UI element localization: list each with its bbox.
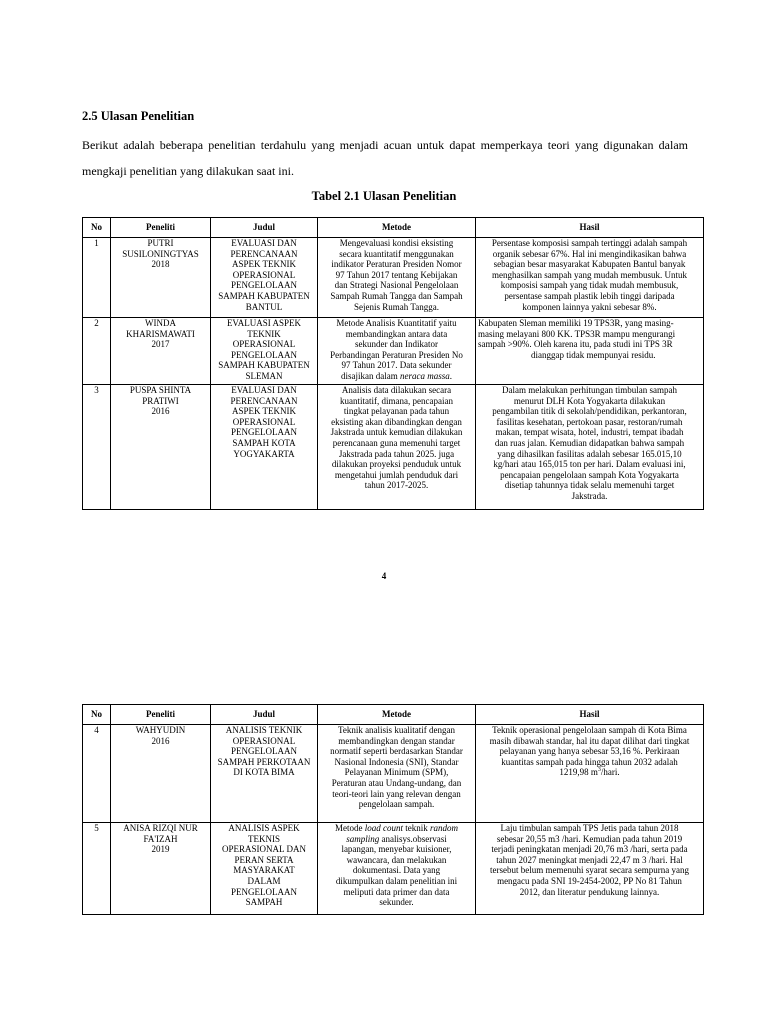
table-row: [83, 238, 704, 318]
row-metode: Analisis data dilakukan secara kuantitatif, dimana, pencapaian tingkat pelayanan pada tahun eksisting akan dibandingkan dengan Jakstrada untuk kemudian dilakukan perencanaan guna memenuhi target Jakstrada pada tahun 2025. juga dilakukan proyeksi penduduk untuk mengetahui jumlah penduduk dari tahun 2017-2025.: [318, 385, 476, 510]
row-hasil: Persentase komposisi sampah tertinggi adalah sampah organik sebesar 67%. Hal ini mengindikasikan bahwa sebagian besar masyarakat Kabupaten Bantul banyak menghasilkan sampah yang mudah membusuk. Untuk komposisi sampah yang tidak mudah membusuk, persentase sampah plastik lebih tinggi daripada komponen lainnya yakni sebesar 8%.: [476, 238, 704, 318]
row-judul: EVALUASI DAN PERENCANAAN ASPEK TEKNIK OPERASIONAL PENGELOLAAN SAMPAH KABUPATEN BANTUL: [211, 238, 318, 318]
row-metode: Metode Analisis Kuantitatif yaitu membandingkan antara data sekunder dan Indikator Perbandingan Peraturan Presiden No 97 Tahun 2017. Data sekunder disajikan dalam neraca massa.: [318, 318, 476, 385]
col-header-no: No: [83, 218, 111, 238]
row-peneliti: WINDA KHARISMAWATI 2017: [111, 318, 211, 385]
research-review-table-part-1: [82, 217, 704, 510]
row-hasil: Dalam melakukan perhitungan timbulan sampah menurut DLH Kota Yogyakarta dilakukan pengambilan titik di sekolah/pendidikan, perkantoran, fasilitas kesehatan, pertokoan pasar, restoran/rumah makan, tempat wisata, hotel, industri, tempat ibadah dan ruas jalan. Kemudian didapatkan bahwa sampah yang dihasilkan fasilitas adalah sebesar 165.015,10 kg/hari atau 165,015 ton per hari. Dalam evaluasi ini, pencapaian pengelolaan sampah Kota Yogyakarta disetiap tahunnya tidak selalu memenuhi target Jakstrada.: [476, 385, 704, 510]
col-header-metode: Metode: [318, 218, 476, 238]
col-header-peneliti: Peneliti: [111, 218, 211, 238]
table-row: [83, 823, 704, 915]
row-no: 1: [83, 238, 111, 318]
table-row: [83, 385, 704, 510]
row-judul: ANALISIS TEKNIK OPERASIONAL PENGELOLAAN SAMPAH PERKOTAAN DI KOTA BIMA: [211, 725, 318, 823]
row-metode: Metode load count teknik random sampling analisys.observasi lapangan, menyebar kuisioner, wawancara, dan melakukan dokumentasi. Data yang dikumpulkan dalam penelitian ini meliputi data primer dan data sekunder.: [318, 823, 476, 915]
row-peneliti: ANISA RIZQI NUR FA'IZAH 2019: [111, 823, 211, 915]
row-peneliti: PUSPA SHINTA PRATIWI 2016: [111, 385, 211, 510]
table-row: [83, 318, 704, 385]
row-hasil: Teknik operasional pengelolaan sampah di Kota Bima masih dibawah standar, hal itu dapat dilihat dari tingkat pelayanan yang hanya sebesar 53,16 %. Perkiraan kuantitas sampah pada hingga tahun 2032 adalah 1219,98 $m^3$/hari.: [476, 725, 704, 823]
intro-paragraph-line-1: Berikut adalah beberapa penelitian terdahulu yang menjadi acuan untuk dapat memperkaya teori yang digunakan dalam: [82, 138, 688, 152]
page-number: 4: [381, 571, 387, 581]
row-judul: ANALISIS ASPEK TEKNIS OPERASIONAL DAN PERAN SERTA MASYARAKAT DALAM PENGELOLAAN SAMPAH: [211, 823, 318, 915]
section-heading: 2.5 Ulasan Penelitian: [82, 109, 195, 123]
col-header-judul: Judul: [211, 218, 318, 238]
row-peneliti: PUTRI SUSILONINGTYAS 2018: [111, 238, 211, 318]
research-review-table-part-2: [82, 704, 704, 915]
row-metode: Teknik analisis kualitatif dengan membandingkan dengan standar normatif seperti berdasarkan Standar Nasional Indonesia (SNI), Standar Pelayanan Minimum (SPM), Peraturan atau Undang-undang, dan teori-teori lain yang relevan dengan pengelolaan sampah.: [318, 725, 476, 823]
col-header-metode: Metode: [318, 705, 476, 725]
row-no: 4: [83, 725, 111, 823]
row-no: 3: [83, 385, 111, 510]
row-judul: EVALUASI DAN PERENCANAAN ASPEK TEKNIK OPERASIONAL PENGELOLAAN SAMPAH KOTA YOGYAKARTA: [211, 385, 318, 510]
row-metode: Mengevaluasi kondisi eksisting secara kuantitatif menggunakan indikator Peraturan Presiden Nomor 97 Tahun 2017 tentang Kebijakan dan Strategi Nasional Pengelolaan Sampah Rumah Tangga dan Sampah Sejenis Rumah Tangga.: [318, 238, 476, 318]
row-hasil: Kabupaten Sleman memiliki 19 TPS3R, yang masing- masing melayani 800 KK. TPS3R mampu mengurangi sampah >90%. Oleh karena itu, pada studi ini TPS 3R dianggap tidak mempunyai residu.: [476, 318, 704, 385]
col-header-hasil: Hasil: [476, 705, 704, 725]
table-caption: Tabel 2.1 Ulasan Penelitian: [311, 189, 457, 203]
table-row: [83, 725, 704, 823]
table-header-row: [83, 218, 704, 238]
intro-paragraph-line-2: mengkaji penelitian yang dilakukan saat ini.: [82, 164, 294, 178]
col-header-hasil: Hasil: [476, 218, 704, 238]
row-judul: EVALUASI ASPEK TEKNIK OPERASIONAL PENGELOLAAN SAMPAH KABUPATEN SLEMAN: [211, 318, 318, 385]
col-header-judul: Judul: [211, 705, 318, 725]
col-header-peneliti: Peneliti: [111, 705, 211, 725]
row-hasil: Laju timbulan sampah TPS Jetis pada tahun 2018 sebesar 20,55 m3 /hari. Kemudian pada tahun 2019 terjadi peningkatan menjadi 20,76 m3 /hari, serta pada tahun 2027 meningkat menjadi 22,47 m 3 /hari. Hal tersebut belum memenuhi syarat secara sempurna yang mengacu pada SNI 19-2454-2002, PP No 81 Tahun 2012, dan literatur pendukung lainnya.: [476, 823, 704, 915]
row-peneliti: WAHYUDIN 2016: [111, 725, 211, 823]
table-header-row: [83, 705, 704, 725]
row-no: 2: [83, 318, 111, 385]
col-header-no: No: [83, 705, 111, 725]
row-no: 5: [83, 823, 111, 915]
